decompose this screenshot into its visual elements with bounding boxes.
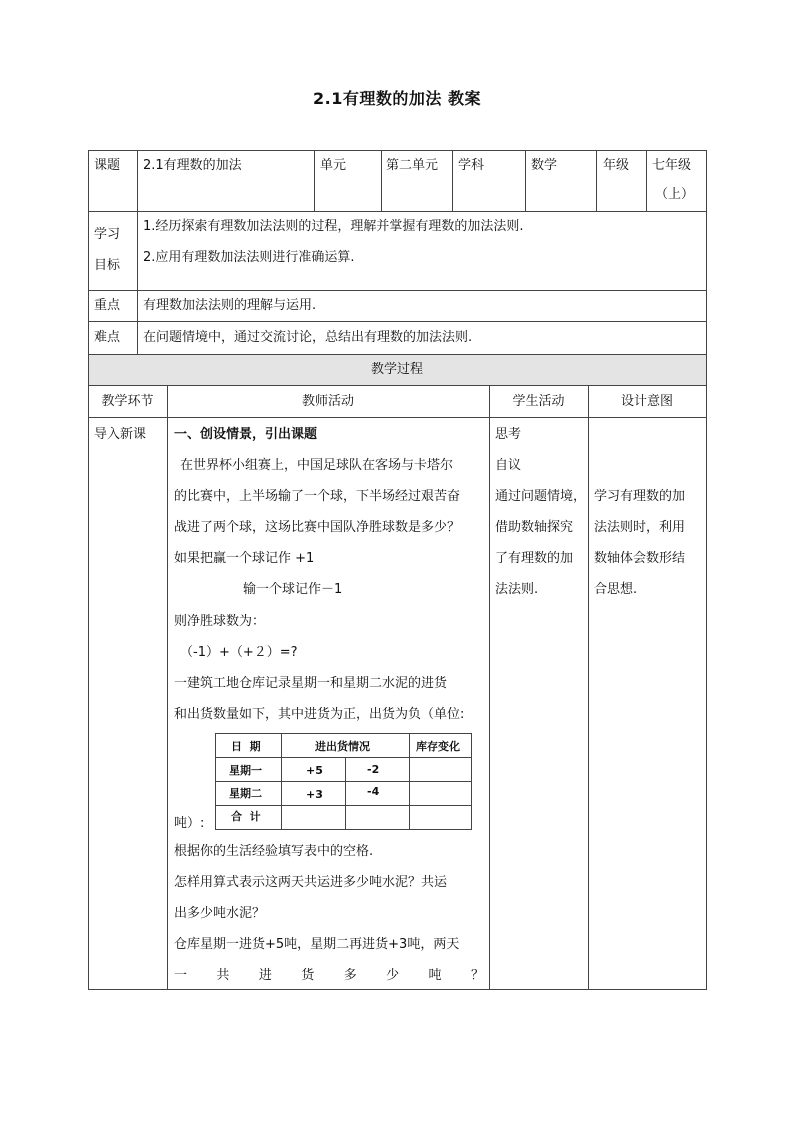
goal-item: 2.应用有理数加法法则进行准确运算. xyxy=(143,250,355,265)
table-border xyxy=(646,150,647,211)
teacher-text: 如果把赢一个球记作 +1 xyxy=(174,551,315,566)
teacher-text: 一建筑工地仓库记录星期一和星期二水泥的进货 xyxy=(174,676,448,691)
inner-row-out: -2 xyxy=(367,763,380,776)
inner-row-day: 合 计 xyxy=(231,810,261,823)
table-border xyxy=(314,150,315,211)
column-header-stage: 教学环节 xyxy=(101,394,154,409)
column-header-design: 设计意图 xyxy=(620,394,673,409)
grade-value: 七年级 xyxy=(652,158,692,173)
grade-value-term: （上） xyxy=(655,187,695,202)
subject-label: 学科 xyxy=(458,158,485,173)
inner-table-border xyxy=(345,757,346,830)
table-border xyxy=(88,150,89,990)
inner-row-in: +3 xyxy=(306,788,323,801)
table-border xyxy=(525,150,526,211)
teacher-text: （-1）+（+２）=? xyxy=(180,645,298,660)
unit-label: 单元 xyxy=(320,158,347,173)
student-text: 法法则. xyxy=(495,582,539,597)
table-border xyxy=(88,321,707,322)
inner-row-out: -4 xyxy=(367,785,380,798)
table-border xyxy=(88,211,707,212)
goal-item: 1.经历探索有理数加法法则的过程，理解并掌握有理数的加法法则. xyxy=(143,219,524,234)
column-header-student: 学生活动 xyxy=(512,394,565,409)
teacher-text-justified: 一 共 进 货 多 少 吨 ？ xyxy=(174,968,484,983)
teacher-text: 吨）: xyxy=(174,816,205,831)
difficulty-text: 在问题情境中，通过交流讨论，总结出有理数的加法法则. xyxy=(143,330,473,345)
table-border xyxy=(452,150,453,211)
table-border xyxy=(381,150,382,211)
table-border xyxy=(88,354,707,355)
teacher-text: 和出货数量如下，其中进货为正，出货为负（单位: xyxy=(174,707,465,722)
course-label: 课题 xyxy=(94,158,121,173)
inner-table-border xyxy=(215,733,472,734)
student-text: 通过问题情境， xyxy=(495,489,587,504)
process-header: 教学过程 xyxy=(370,362,423,377)
teacher-text: 战进了两个球，这场比赛中国队净胜球数是多少？ xyxy=(174,520,461,535)
design-text: 数轴体会数形结 xyxy=(594,551,686,566)
key-point-label: 重点 xyxy=(94,298,121,313)
difficulty-label: 难点 xyxy=(94,330,121,345)
inner-row-in: +5 xyxy=(306,764,323,777)
inner-table-border xyxy=(215,757,472,758)
grade-label: 年级 xyxy=(603,158,630,173)
inner-table-border xyxy=(215,829,472,830)
inner-row-day: 星期一 xyxy=(229,764,262,777)
table-border xyxy=(88,290,707,291)
student-text: 思考 xyxy=(495,427,522,442)
inner-table-border xyxy=(215,781,472,782)
table-border xyxy=(88,150,707,151)
subject-value: 数学 xyxy=(531,158,558,173)
unit-value: 第二单元 xyxy=(386,158,439,173)
teacher-text: 出多少吨水泥？ xyxy=(174,906,266,921)
student-text: 了有理数的加 xyxy=(495,551,574,566)
column-header-teacher: 教师活动 xyxy=(301,394,354,409)
table-border xyxy=(706,150,707,990)
table-border xyxy=(88,417,707,418)
teacher-text: 输一个球记作－1 xyxy=(243,582,343,597)
inner-table-border xyxy=(215,733,216,830)
table-border xyxy=(489,385,490,990)
teacher-heading: 一、创设情景，引出课题 xyxy=(174,427,318,442)
teacher-text: 怎样用算式表示这两天共运进多少吨水泥？共运 xyxy=(174,875,448,890)
document-title: 2.1有理数的加法 教案 xyxy=(313,89,481,108)
table-border xyxy=(137,150,138,354)
inner-table-border xyxy=(471,733,472,830)
design-text: 合思想. xyxy=(594,582,638,597)
goals-label: 学习 xyxy=(94,227,121,242)
stage-intro: 导入新课 xyxy=(94,427,147,442)
design-text: 学习有理数的加 xyxy=(594,489,686,504)
inner-table-border xyxy=(215,805,472,806)
student-text: 借助数轴探究 xyxy=(495,520,574,535)
teacher-text: 的比赛中，上半场输了一个球，下半场经过艰苦奋 xyxy=(174,489,461,504)
teacher-text: 在世界杯小组赛上，中国足球队在客场与卡塔尔 xyxy=(180,458,454,473)
course-value: 2.1有理数的加法 xyxy=(143,158,242,173)
inner-header-date: 日 期 xyxy=(231,740,261,753)
design-text: 法法则时，利用 xyxy=(594,520,686,535)
key-point-text: 有理数加法法则的理解与运用. xyxy=(143,298,317,313)
inner-row-day: 星期二 xyxy=(229,787,262,800)
goals-label: 目标 xyxy=(94,258,121,273)
table-border xyxy=(88,989,707,990)
table-border xyxy=(88,385,707,386)
inner-header-flow: 进出货情况 xyxy=(315,740,370,753)
table-border xyxy=(596,150,597,211)
inner-header-stock: 库存变化 xyxy=(416,740,460,753)
table-border xyxy=(167,385,168,990)
teacher-text: 仓库星期一进货+5吨，星期二再进货+3吨，两天 xyxy=(174,937,460,952)
teacher-text: 根据你的生活经验填写表中的空格. xyxy=(174,844,374,859)
inner-table-border xyxy=(409,733,410,830)
student-text: 自议 xyxy=(495,458,522,473)
inner-table-border xyxy=(281,733,282,830)
teacher-text: 则净胜球数为： xyxy=(174,614,266,629)
table-border xyxy=(588,385,589,990)
